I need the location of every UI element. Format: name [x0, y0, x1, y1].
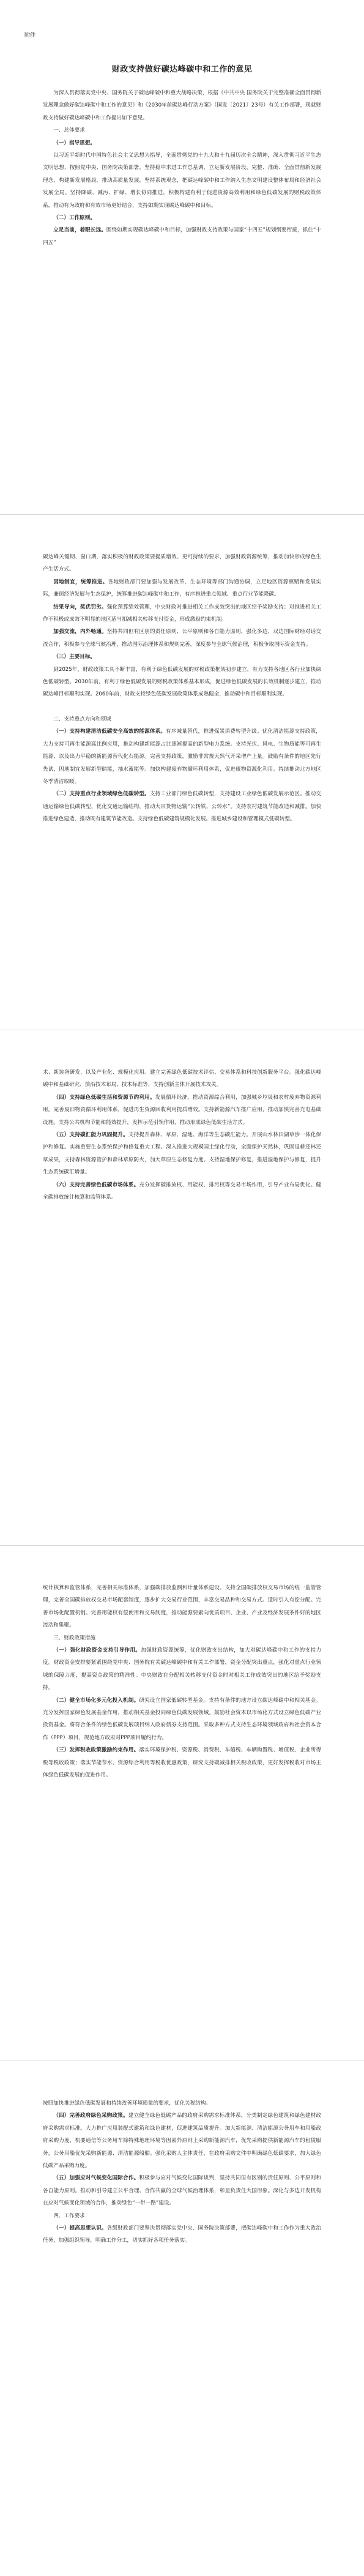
industry-transition-text: 支持工业部门绿色低碳转型，支持建设工业绿色低碳发展示范区。推动交通运输绿色低碳转型，优化交通运输结构，推动大宗货物运输“公转铁、公转水”。支持农村建筑节能改造和减排。加快推进绿色建造，推动既有建筑节能改造。支持绿色低碳建筑规模化发展。推进城乡建设和管理模式低碳转型。	[43, 791, 321, 823]
green-living-lead: （四）支持绿色低碳生活和资源节约利用。	[53, 1094, 155, 1101]
international-cooperation-text: 积极参与应对气候变化国际谈判，坚持共同但有区别的责任原则、公平原则和各自能力原则。推动和引导建立公平合理、合作共赢的全球气候治理体系，彰显负责任大国形象。深化与多边开发机构在应对气候变化领域的合作，推动绿色“一带一路”建设。	[43, 2175, 321, 2207]
principle-3-text: 强化预算绩效管理，中央财政对推进相关工作成效突出的地区给予奖励支持；对推进相关工作不积极或成效不明显的地区适当扣减相关转移支付资金，形成激励约束机制。	[43, 604, 321, 623]
green-procurement-lead: （四）完善政府绿色采购政策。	[53, 2113, 128, 2119]
principle-1-lead: 立足当前，着眼长远。	[53, 227, 106, 234]
paragraph-industry-transition	[43, 788, 321, 825]
tax-policy-text: 落实环境保护税、资源税、消费税、车船税、车辆购置税、增值税、企业所得税等税收政策；落实节能节水、资源综合利用等税收优惠政策，研究支持碳减排相关税收政策，更好发挥税收对市场主体绿色低碳发展的促进作用。	[43, 1747, 321, 1779]
page-5-body	[43, 2097, 321, 2247]
investment-mechanism-lead: （二）健全市场化多元化投入机制。	[53, 1697, 139, 1704]
paragraph-principle-3	[43, 601, 321, 626]
section-heading-4: 四、工作要求	[53, 2212, 85, 2219]
green-living-text: 发展循环经济，推动资源综合利用，加强城乡垃圾和农村废弃物资源利用。完善废旧物资循环利用体系，促进再生资源回收利用提质增效。支持新能源汽车推广应用，推动加快完善充电基础设施。支持公共机构节能和能效提升，发挥示范引领作用，推动形成绿色低碳生活方式。	[43, 1094, 321, 1126]
paragraph-tech-continued: 术、新装备研发，以及产业化、规模化应用。建立完善绿色低碳技术评估、交易体系和科技创新服务平台。强化碳达峰碳中和基础研究、前沿技术布局、技术标准等，支持创新主体开展技术攻关。	[43, 1069, 321, 1088]
fiscal-funds-lead: （一）强化财政资金支持引导作用。	[53, 1647, 141, 1654]
principle-4-text: 坚持共同但有区别的责任原则、公平原则和各自能力原则，强化多边、双边国际财经对话交流合作，积极参与全球气候治理，推动国际治理体系和规则完善，深度参与全球气候治理，积极争取国际资金支持。	[43, 629, 321, 648]
paragraph-principle-2	[43, 576, 321, 601]
section-heading-1: 一、总体要求	[53, 127, 85, 134]
paragraph-carbon-sink	[43, 1129, 321, 1179]
page-2-body	[43, 551, 321, 826]
document-page-4	[0, 1546, 364, 2061]
paragraph-green-procurement	[43, 2110, 321, 2172]
paragraph-green-living	[43, 1091, 321, 1129]
subheading-guiding-ideology: （一）指导思想。	[53, 140, 95, 146]
awareness-lead: （一）提高思想认识。	[53, 2225, 107, 2232]
paragraph-market-system	[43, 1179, 321, 1204]
carbon-sink-lead: （五）支持碳汇能力巩固提升。	[53, 1132, 128, 1139]
intro-paragraph: 为深入贯彻落实党中央、国务院关于碳达峰碳中和重大战略决策，根据《中共中央 国务院关于完整准确全面贯彻新发展理念做好碳达峰碳中和工作的意见》和《2030年前碳达峰行动方案》（国发〔2021〕23号）有关工作部署，现就财政支持做好碳达峰碳中和工作提出如下意见。	[43, 90, 321, 121]
page-4-body	[43, 1582, 321, 1782]
principle-1-text: 围绕如期实现碳达峰碳中和目标，加强财政支持政策与国家“十四五”规划纲要衔接，抓住“十四五”	[43, 227, 321, 246]
attachment-label: 附件	[24, 32, 36, 39]
paragraph-tax-policy	[43, 1744, 321, 1781]
page-1-body	[43, 87, 321, 249]
paragraph-fiscal-funds	[43, 1644, 321, 1694]
paragraph-investment-mechanism	[43, 1694, 321, 1745]
carbon-sink-text: 支持提升森林、草原、湿地、海洋等生态碳汇能力。开展山水林田湖草沙一体化保护和修复。实施重要生态系统保护和修复重大工程。深入推进大规模国土绿化行动，全面保护天然林，巩固退耕还林还草成果，支持森林资源管护和森林草原防火，加大草原生态修复力度。支持湿地保护修复，推进湿地保护与修复，提升生态系统碳汇增量。	[43, 1132, 321, 1176]
industry-transition-lead: （二）支持重点行业领域绿色低碳转型。	[53, 791, 150, 798]
energy-system-lead: （一）支持构建清洁低碳安全高效的能源体系。	[53, 728, 166, 735]
market-system-lead: （六）支持完善绿色低碳市场体系。	[53, 1181, 139, 1188]
paragraph-principle-4	[43, 626, 321, 651]
fiscal-funds-text: 加强财政资源统筹，优化财政支出结构，加大对碳达峰碳中和工作的支持力度。财政资金安排要紧紧围绕党中央、国务院有关碳达峰碳中和有关工作部署，资金分配突出重点，强化对重点行业领域的保障力度，提高资金政策的精准性。中央财政在分配相关转移支付资金时对相关工作成效突出的地区给予奖励支持。	[43, 1647, 321, 1691]
paragraph-guiding-ideology: 以习近平新时代中国特色社会主义思想为指导，全面贯彻党的十九大和十九届历次全会精神，深入贯彻习近平生态文明思想，按照党中央、国务院决策部署，坚持稳中求进工作总基调，立足新发展阶段，完整、准确、全面贯彻新发展理念，构建新发展格局，推动高质量发展，坚持系统观念，把碳达峰碳中和工作纳入生态文明建设整体布局和经济社会发展全局。坚持降碳、减污、扩绿、增长协同推进，积极构建有利于促进资源高效利用和绿色低碳发展的财税政策体系，推动有为政府和有效市场更好结合，支持如期实现碳达峰碳中和目标。	[43, 152, 321, 209]
paragraph-principle-1-continued: 碳达峰关键期、窗口期，落实积极的财政政策要提质增效、更可持续的要求，加强财政资源统筹，推动加快形成绿色生产生活方式。	[43, 554, 321, 573]
paragraph-principle-1	[43, 224, 321, 249]
document-title: 财政支持做好碳达峰碳中和工作的意见	[111, 65, 253, 74]
document-page-2	[0, 515, 364, 1030]
energy-system-text: 有序减量替代，推进煤炭消费转型升级。优化清洁能源支持政策，大力支持可再生能源高比例应用，推动构建新能源占比逐渐提高的新型电力系统。支持光伏、风电、生物质能等可再生能源，以及出力平稳的新能源替代化石能源。完善支持政策，激励非常规天然气开采增产上量。鼓励有条件的地区先行先试，因地制宜发展新型储能，抽水蓄能等。加快构建废弃物循环利用体系，促进废物资源化利用。持续推动北方地区冬季清洁取暖。	[43, 728, 321, 785]
international-cooperation-lead: （五）加强应对气候变化国际合作。	[53, 2175, 139, 2182]
subheading-main-goals: （三）主要目标。	[53, 654, 95, 661]
paragraph-international-cooperation	[43, 2172, 321, 2209]
spacer	[43, 701, 321, 713]
document-page-5	[0, 2062, 364, 2576]
green-procurement-text: 建立健全绿色低碳产品的政府采购需求标准体系，分类制定绿色建筑和绿色建材政府采购需求标准。大力推广应用装配式建筑和绿色建材，促进建筑品质提升。加大新能源、清洁能源公务用车和用船政府采购力度，机要通信等公务用车除特殊地理环境等因素外原则上采购新能源汽车，优先采购提供新能源汽车的租赁服务，公务用船优先采购新能源、清洁能源船舶。强化采购人主体责任，在政府采购文件中明确绿色低碳要求，加大绿色低碳产品采购力度。	[43, 2113, 321, 2170]
subheading-work-principles: （二）工作原则。	[53, 215, 95, 222]
principle-3-lead: 结果导向，奖优罚劣。	[53, 604, 107, 610]
paragraph-energy-system	[43, 725, 321, 788]
paragraph-market-continued: 统计核算和监管体系，完善相关标准体系，加强碳排放监测和计量体系建设。支持全国碳排放权交易市场的统一监管管理，完善全国碳排放权交易市场配套制度，逐步扩大交易行业范围，丰富交易品种和交易方式。适时引入有偿分配。完善市场化配置机制。完善用能权有偿使用和交易制度，推动能源要素向优质项目、企业、产业及经济发展条件好的地区流动和集聚。	[43, 1585, 321, 1629]
paragraph-main-goals: 到2025年，财政政策工具不断丰富，有利于绿色低碳发展的财税政策框架初步建立，有力支持各地区各行业加快绿色低碳转型。2030年前，有利于绿色低碳发展的财税政策体系基本形成，促进绿色低碳发展的长效机制逐步建立，推动碳达峰目标顺利实现。2060年前，财政支持绿色低碳发展政策体系成熟健全，推动碳中和目标顺利实现。	[43, 666, 321, 698]
paragraph-tax-continued: 按照加快推进绿色低碳发展和持续改善环境质量的要求，优化关税结构。	[43, 2100, 212, 2106]
paragraph-awareness	[43, 2222, 321, 2247]
principle-4-lead: 加强交流，内外畅通。	[53, 629, 107, 635]
page-3-body	[43, 1066, 321, 1204]
section-heading-2: 二、支持重点方向和领域	[53, 716, 111, 722]
market-system-text: 充分发挥碳排放权、用能权、排污权等交易市场作用，引导产业布局优化。健全碳排放统计核算和监管体系。	[43, 1181, 321, 1201]
section-heading-3: 三、财政政策措施	[53, 1634, 95, 1641]
principle-2-text: 各地财政部门要加强与发展改革、生态环境等部门沟通协调，立足地区资源禀赋和发展实际，兼顾经济发展与生态保护，统筹推进碳达峰碳中和工作，有序推进重点领域、重点行业节能降碳。	[43, 578, 321, 598]
investment-mechanism-text: 研究设立国家低碳转型基金。支持有条件的地方设立碳达峰碳中和相关基金。充分发挥国家绿色发展基金作用，推动相关基金投向绿色低碳发展领域。鼓励社会资本以市场化方式设立绿色低碳产业投资基金。将符合条件的绿色低碳发展项目纳入政府债券支持范围。采取多种方式支持生态环境领域政府和社会资本合作（PPP）项目，规范地方政府对PPP项目履约行为。	[43, 1697, 321, 1741]
principle-2-lead: 因地制宜，统筹推进。	[53, 578, 108, 585]
document-page-1	[0, 0, 364, 515]
tax-policy-lead: （三）发挥税收政策激励约束作用。	[53, 1747, 139, 1754]
awareness-text: 各级财政部门要坚决贯彻落实党中央、国务院决策部署，把碳达峰碳中和工作作为重大政治任务，加强组织领导，明确工作分工，切实抓好各项任务落实。	[43, 2225, 321, 2244]
document-page-3	[0, 1031, 364, 1546]
